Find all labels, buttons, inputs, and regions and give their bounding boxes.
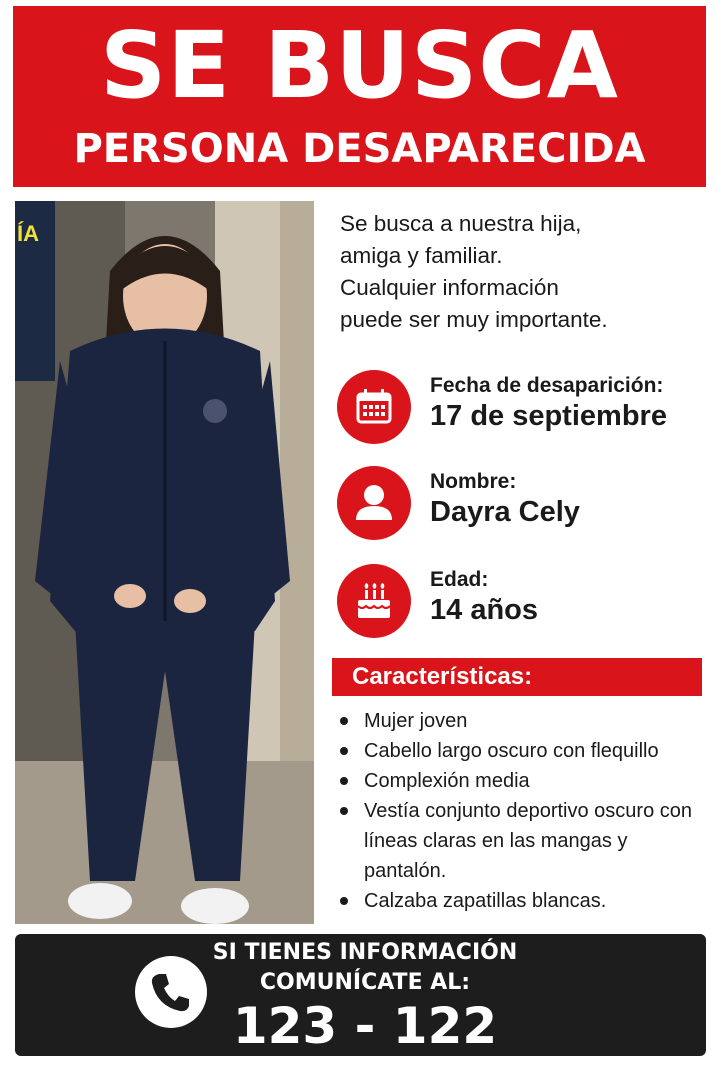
- intro-line: amiga y familiar.: [340, 243, 503, 268]
- poster-subtitle: PERSONA DESAPARECIDA: [73, 126, 646, 172]
- contact-phone-number: 123 - 122: [232, 997, 498, 1055]
- list-item: [338, 766, 710, 796]
- header-banner: [13, 6, 706, 187]
- list-item: [338, 886, 710, 916]
- calendar-icon: [337, 370, 411, 444]
- poster-title: SE BUSCA: [100, 12, 619, 119]
- contact-line-1: SI TIENES INFORMACIÓN: [212, 940, 518, 965]
- contact-line-2: COMUNÍCATE AL:: [259, 970, 471, 995]
- detail-date: [337, 370, 707, 450]
- person-icon: [337, 466, 411, 540]
- bullet-icon: [340, 777, 348, 785]
- age-value: 14 años: [430, 594, 538, 626]
- bullet-icon: [340, 747, 348, 755]
- age-label: Edad:: [430, 568, 489, 591]
- bullet-icon: [340, 897, 348, 905]
- detail-name: [337, 466, 707, 546]
- detail-age: [337, 564, 707, 644]
- contact-footer: [15, 934, 706, 1056]
- intro-line: Cualquier información: [340, 275, 559, 300]
- bullet-icon: [340, 807, 348, 815]
- date-value: 17 de septiembre: [430, 400, 667, 432]
- name-value: Dayra Cely: [430, 496, 580, 528]
- list-item: [338, 796, 704, 886]
- missing-person-photo: [15, 201, 314, 924]
- characteristic-text: Calzaba zapatillas blancas.: [364, 890, 607, 912]
- intro-text: [340, 208, 700, 336]
- characteristic-text: Cabello largo oscuro con flequillo: [364, 740, 659, 762]
- characteristic-text: Vestía conjunto deportivo oscuro con líneas claras en las mangas y pantalón.: [364, 800, 692, 882]
- date-label: Fecha de desaparición:: [430, 374, 664, 397]
- phone-icon: [135, 956, 207, 1028]
- list-item: [338, 706, 710, 736]
- name-label: Nombre:: [430, 470, 517, 493]
- characteristics-heading: Características:: [332, 658, 702, 696]
- intro-line: puede ser muy importante.: [340, 307, 608, 332]
- characteristic-text: Complexión media: [364, 770, 530, 792]
- list-item: [338, 736, 710, 766]
- intro-line: Se busca a nuestra hija,: [340, 211, 582, 236]
- characteristic-text: Mujer joven: [364, 710, 468, 732]
- photo-badge-text: ÍA: [17, 221, 39, 246]
- bullet-icon: [340, 717, 348, 725]
- characteristics-list: [338, 706, 710, 916]
- birthday-cake-icon: [337, 564, 411, 638]
